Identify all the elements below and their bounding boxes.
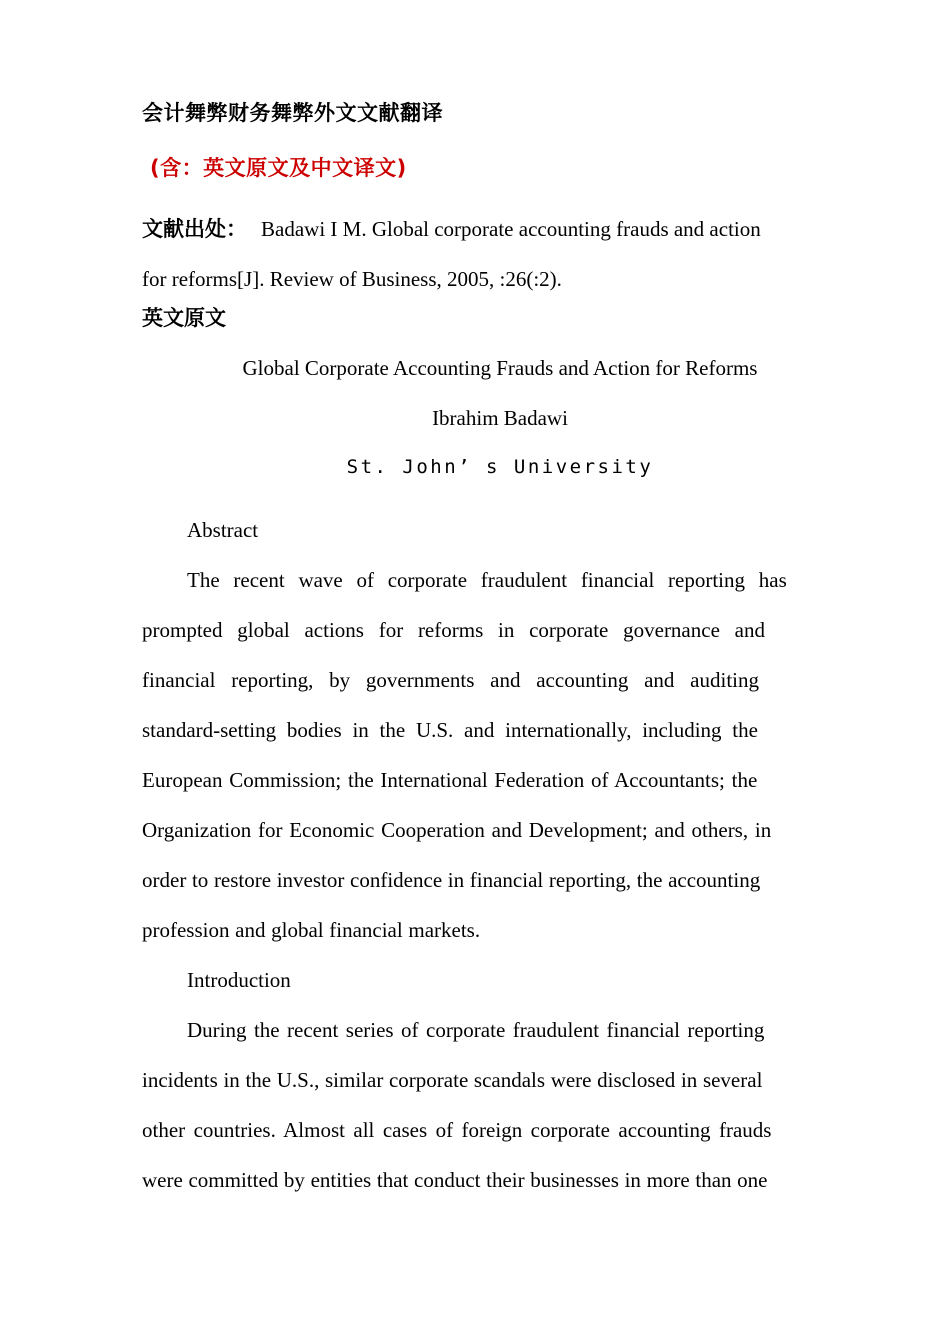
document-title: 会计舞弊财务舞弊外文文献翻译 — [142, 101, 443, 125]
introduction-line: incidents in the U.S., similar corporate scandals were disclosed in several — [142, 1068, 763, 1092]
abstract-line: standard-setting bodies in the U.S. and internationally, including the — [142, 718, 758, 742]
introduction-line: During the recent series of corporate fraudulent financial reporting — [187, 1018, 765, 1042]
introduction-line: were committed by entities that conduct their businesses in more than one — [142, 1168, 768, 1192]
paper-affiliation: St. John’ s University — [346, 456, 654, 478]
abstract-line: prompted global actions for reforms in corporate governance and — [142, 618, 765, 642]
abstract-line: The recent wave of corporate fraudulent financial reporting has — [187, 568, 787, 592]
abstract-line: financial reporting, by governments and accounting and auditing — [142, 668, 760, 692]
abstract-line: European Commission; the International Federation of Accountants; the — [142, 768, 758, 792]
paper-author: Ibrahim Badawi — [432, 406, 568, 430]
paper-title: Global Corporate Accounting Frauds and Action for Reforms — [242, 356, 758, 380]
document-subtitle: (含：英文原文及中文译文) — [150, 156, 407, 180]
abstract-line: Organization for Economic Cooperation and Development; and others, in — [142, 818, 772, 842]
introduction-line: other countries. Almost all cases of foreign corporate accounting frauds — [142, 1118, 772, 1142]
citation-line-2 — [142, 254, 808, 304]
introduction-heading: Introduction — [187, 968, 291, 992]
abstract-heading: Abstract — [187, 518, 259, 542]
section-heading-original-text: 英文原文 — [142, 306, 226, 330]
abstract-line: profession and global financial markets. — [142, 918, 481, 942]
citation-text-line-1: Badawi I M. Global corporate accounting frauds and action — [261, 217, 761, 241]
abstract-line: order to restore investor confidence in financial reporting, the accounting — [142, 868, 761, 892]
citation-line-1 — [142, 204, 808, 254]
citation-text-line-2: for reforms[J]. Review of Business, 2005, :26(:2). — [142, 267, 562, 291]
citation-label: 文献出处： — [142, 217, 247, 241]
